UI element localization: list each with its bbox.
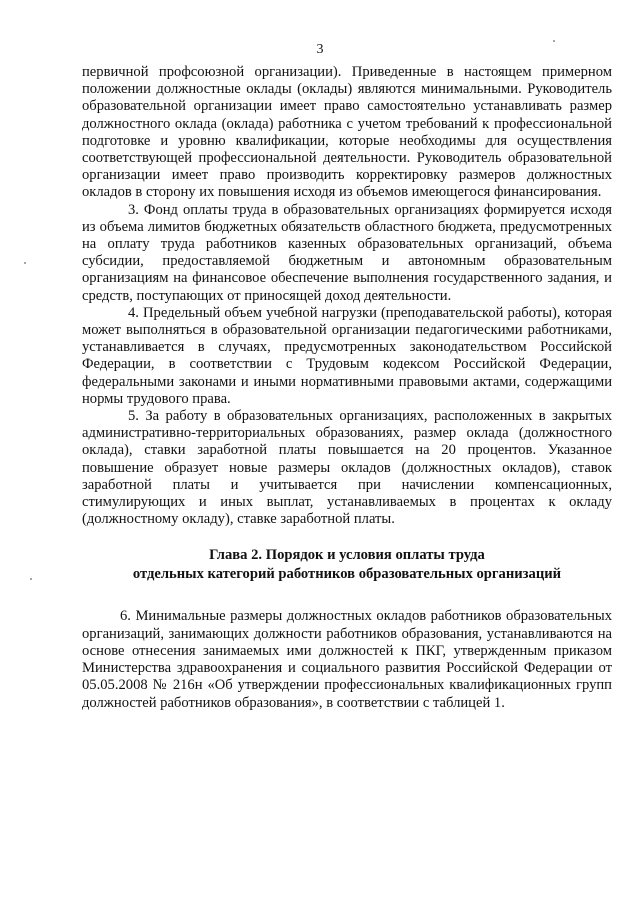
- scan-speck: [24, 262, 26, 264]
- page-number: 3: [316, 42, 324, 57]
- paragraph-continuation: первичной профсоюзной организации). Приведенные в настоящем примерном положении должностные оклады (оклады) являются минимальными. Руководитель образовательной организации имеет право самостоятельно устанавливать размер должностного оклада (оклада) работника с учетом требований к профессиональной подготовке и уровню квалификации, которые необходимы для осуществления соответствующей профессиональной деятельности. Руководитель образовательной организации имеет право производить корректировку размеров должностных окладов в сторону их повышения исходя из объемов имеющегося финансирования.: [82, 64, 612, 201]
- paragraph-item-4: 4. Предельный объем учебной нагрузки (преподавательской работы), которая может выполняться в образовательной организации педагогическими работниками, устанавливается в случаях, предусмотренных законодательством Российской Федерации, в соответствии с Трудовым кодексом Российской Федерации, федеральными законами и иными нормативными правовыми актами, содержащими нормы трудового права.: [82, 304, 612, 407]
- chapter-heading-line-1: Глава 2. Порядок и условия оплаты труда: [209, 547, 485, 564]
- document-body: [82, 64, 612, 712]
- paragraph-item-5: 5. За работу в образовательных организациях, расположенных в закрытых административно-территориальных образованиях, размер оклада (должностного оклада), ставки заработной платы повышается на 20 процентов. Указанное повышение образует новые размеры окладов (должностных окладов), ставок заработной платы и учитывается при начислении компенсационных, стимулирующих и иных выплат, устанавливаемых в процентах к окладу (должностному окладу), ставке заработной платы.: [82, 408, 612, 528]
- chapter-heading: [82, 546, 612, 584]
- scan-speck: [30, 578, 32, 580]
- paragraph-item-3: 3. Фонд оплаты труда в образовательных организациях формируется исходя из объема лимитов бюджетных обязательств областного бюджета, предусмотренных на оплату труда работников казенных образовательных организаций, объема субсидии, предоставляемой бюджетным и автономным образовательным организациям на финансовое обеспечение выполнения государственного задания, и средств, поступающих от приносящей доход деятельности.: [82, 201, 612, 304]
- scan-speck: [553, 40, 555, 42]
- chapter-heading-line-2: отдельных категорий работников образовательных организаций: [132, 566, 562, 583]
- paragraph-item-6: 6. Минимальные размеры должностных окладов работников образовательных организаций, занимающих должности работников образования, устанавливаются на основе отнесения занимаемых ими должностей к ПКГ, утвержденным приказом Министерства здравоохранения и социального развития Российской Федерации от 05.05.2008 № 216н «Об утверждении профессиональных квалификационных групп должностей работников образования», в соответствии с таблицей 1.: [82, 608, 612, 711]
